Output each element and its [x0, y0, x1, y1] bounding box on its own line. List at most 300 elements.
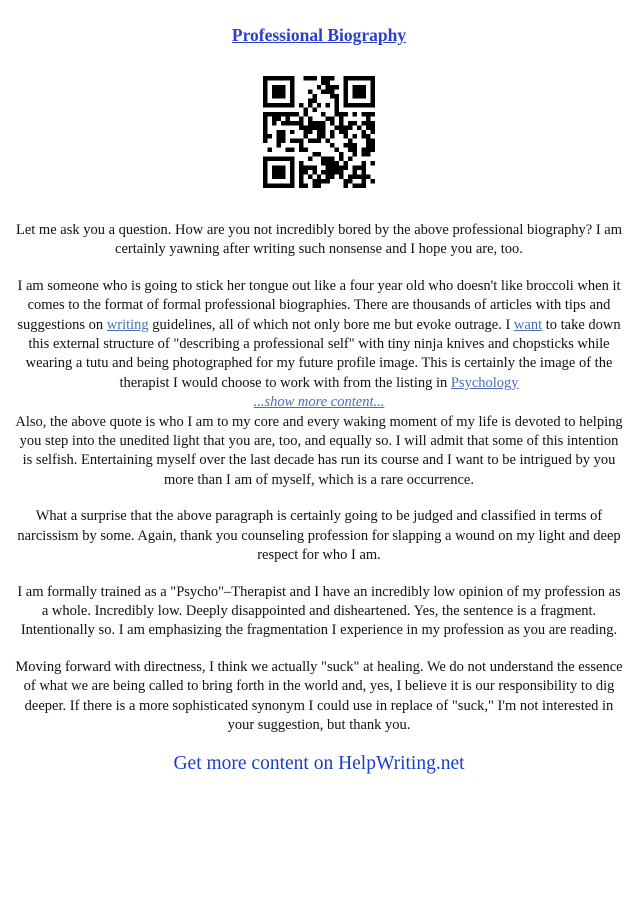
qr-module — [335, 170, 339, 174]
qr-module — [326, 179, 330, 183]
qr-module — [348, 125, 352, 129]
qr-module — [326, 103, 330, 107]
qr-module — [326, 89, 330, 93]
paragraph-2 — [14, 277, 624, 413]
qr-module — [344, 179, 348, 183]
qr-module — [290, 139, 294, 143]
qr-module — [290, 94, 294, 98]
qr-module — [317, 134, 321, 138]
qr-module — [348, 157, 352, 161]
qr-module — [303, 107, 307, 111]
qr-module — [344, 166, 348, 170]
qr-module — [353, 103, 357, 107]
qr-module — [321, 134, 325, 138]
qr-module — [330, 175, 334, 179]
qr-module — [353, 121, 357, 125]
qr-module — [290, 112, 294, 116]
qr-module — [290, 98, 294, 102]
qr-module — [330, 89, 334, 93]
qr-module — [353, 152, 357, 156]
qr-module — [290, 121, 294, 125]
qr-module — [339, 175, 343, 179]
qr-module — [312, 98, 316, 102]
qr-module — [335, 94, 339, 98]
qr-module — [281, 112, 285, 116]
qr-module — [272, 103, 276, 107]
qr-module — [371, 121, 375, 125]
qr-module — [326, 170, 330, 174]
qr-module — [339, 152, 343, 156]
qr-module — [353, 175, 357, 179]
qr-module — [308, 76, 312, 80]
qr-module — [321, 112, 325, 116]
qr-module — [353, 143, 357, 147]
qr-module — [303, 148, 307, 152]
qr-module — [362, 166, 366, 170]
paragraph-3: Also, the above quote is who I am to my core and every waking moment of my life is devoted to helping you step into the unedited light that you are, too, and equally so. I will admit that some of this intention is selfish. Entertaining myself over the last decade has run its course and I want to be intrigued by you more than I am of myself, which is a rare occurrence. — [15, 413, 623, 488]
qr-module — [335, 107, 339, 111]
qr-module — [281, 175, 285, 179]
qr-module — [371, 130, 375, 134]
qr-module — [263, 98, 267, 102]
qr-module — [263, 166, 267, 170]
qr-module — [339, 112, 343, 116]
qr-module — [344, 94, 348, 98]
qr-module — [272, 116, 276, 120]
qr-module — [326, 139, 330, 143]
qr-module — [263, 112, 267, 116]
qr-module — [281, 103, 285, 107]
qr-module — [263, 103, 267, 107]
qr-module — [362, 170, 366, 174]
qr-module — [312, 125, 316, 129]
qr-module — [312, 107, 316, 111]
qr-module — [371, 161, 375, 165]
qr-module — [312, 94, 316, 98]
qr-module — [362, 179, 366, 183]
qr-module — [339, 130, 343, 134]
qr-module — [308, 175, 312, 179]
qr-module — [366, 175, 370, 179]
footer-link[interactable]: Get more content on HelpWriting.net — [173, 753, 465, 775]
qr-module — [281, 76, 285, 80]
qr-module — [339, 125, 343, 129]
link-psychology[interactable]: Psychology — [450, 374, 519, 391]
qr-module — [272, 112, 276, 116]
qr-module — [317, 121, 321, 125]
qr-module — [272, 170, 276, 174]
qr-module — [317, 125, 321, 129]
qr-module — [362, 112, 366, 116]
qr-module — [317, 184, 321, 188]
qr-module — [344, 184, 348, 188]
qr-module — [308, 130, 312, 134]
qr-module — [366, 121, 370, 125]
qr-module — [290, 175, 294, 179]
qr-module — [294, 121, 298, 125]
qr-module — [303, 76, 307, 80]
qr-module — [308, 121, 312, 125]
qr-module — [353, 166, 357, 170]
qr-module — [321, 76, 325, 80]
qr-module — [281, 85, 285, 89]
qr-module — [276, 112, 280, 116]
qr-module — [267, 148, 271, 152]
qr-module — [362, 152, 366, 156]
qr-module — [344, 89, 348, 93]
qr-module — [312, 166, 316, 170]
qr-module — [276, 143, 280, 147]
qr-module — [371, 143, 375, 147]
qr-module — [299, 179, 303, 183]
qr-module — [326, 76, 330, 80]
qr-module — [308, 166, 312, 170]
qr-module — [290, 80, 294, 84]
qr-module — [317, 152, 321, 156]
qr-module — [276, 170, 280, 174]
qr-module — [263, 175, 267, 179]
qr-module — [308, 103, 312, 107]
qr-module — [371, 112, 375, 116]
qr-module — [276, 103, 280, 107]
qr-module — [335, 161, 339, 165]
qr-module — [366, 125, 370, 129]
qr-module — [344, 80, 348, 84]
qr-module — [330, 121, 334, 125]
qr-module — [303, 130, 307, 134]
qr-module — [285, 103, 289, 107]
qr-module — [299, 170, 303, 174]
qr-module — [276, 130, 280, 134]
qr-module — [371, 76, 375, 80]
qr-module — [353, 170, 357, 174]
paragraph-2-part-3: to take down this external structure of "describing a professional self" with tiny ninja knives and chopsticks while wearing a tutu and being photographed for my future profile image. This is certainly the image of the therapist I would choose to work with from the listing in — [25, 316, 621, 391]
paragraph-2-part-2: guidelines, all of which not only bore me but evoke outrage. I — [148, 316, 514, 333]
qr-module — [353, 85, 357, 89]
qr-module — [330, 161, 334, 165]
qr-module — [321, 89, 325, 93]
qr-module — [344, 103, 348, 107]
qr-module — [362, 121, 366, 125]
qr-module — [362, 76, 366, 80]
qr-module — [281, 94, 285, 98]
qr-module — [330, 170, 334, 174]
qr-module — [285, 184, 289, 188]
show-more-link[interactable]: ...show more content... — [253, 394, 385, 411]
qr-module — [276, 76, 280, 80]
qr-module — [348, 76, 352, 80]
qr-module — [348, 139, 352, 143]
qr-module — [267, 76, 271, 80]
qr-module — [344, 76, 348, 80]
link-writing[interactable]: writing — [106, 316, 149, 333]
qr-module — [371, 179, 375, 183]
qr-module — [330, 157, 334, 161]
qr-module — [272, 89, 276, 93]
qr-module — [281, 170, 285, 174]
qr-module — [294, 112, 298, 116]
qr-module — [303, 125, 307, 129]
qr-module — [308, 89, 312, 93]
link-want[interactable]: want — [513, 316, 543, 333]
qr-module — [299, 161, 303, 165]
qr-module — [263, 179, 267, 183]
qr-module — [263, 121, 267, 125]
qr-module — [303, 184, 307, 188]
qr-module — [330, 130, 334, 134]
qr-module — [362, 89, 366, 93]
qr-module — [299, 148, 303, 152]
qr-code-icon — [263, 76, 375, 188]
qr-module — [276, 157, 280, 161]
qr-module — [362, 184, 366, 188]
qr-module — [317, 85, 321, 89]
qr-code-graphic — [263, 76, 375, 188]
qr-module — [326, 175, 330, 179]
qr-module — [299, 139, 303, 143]
qr-module — [366, 112, 370, 116]
qr-module — [335, 166, 339, 170]
qr-module — [321, 170, 325, 174]
qr-module — [272, 76, 276, 80]
qr-module — [330, 85, 334, 89]
qr-module — [357, 89, 361, 93]
qr-module — [326, 161, 330, 165]
qr-module — [299, 166, 303, 170]
qr-module — [312, 179, 316, 183]
qr-module — [326, 116, 330, 120]
qr-module — [317, 103, 321, 107]
qr-module — [335, 85, 339, 89]
qr-module — [357, 103, 361, 107]
qr-module — [299, 121, 303, 125]
qr-module — [263, 116, 267, 120]
qr-module — [344, 143, 348, 147]
qr-module — [366, 152, 370, 156]
qr-module — [353, 94, 357, 98]
qr-module — [321, 161, 325, 165]
qr-module — [276, 134, 280, 138]
qr-module — [335, 103, 339, 107]
qr-module — [276, 166, 280, 170]
qr-module — [272, 175, 276, 179]
paragraph-1: Let me ask you a question. How are you not incredibly bored by the above professional biography? I am certainly yawning after writing such nonsense and I hope you are, too. — [15, 222, 622, 258]
qr-module — [303, 134, 307, 138]
qr-module — [330, 94, 334, 98]
qr-module — [267, 103, 271, 107]
qr-module — [344, 134, 348, 138]
qr-module — [299, 125, 303, 129]
qr-module — [276, 175, 280, 179]
qr-module — [272, 157, 276, 161]
qr-module — [371, 94, 375, 98]
qr-module — [371, 89, 375, 93]
qr-module — [348, 103, 352, 107]
qr-module — [312, 121, 316, 125]
qr-module — [276, 184, 280, 188]
qr-module — [312, 184, 316, 188]
qr-module — [281, 121, 285, 125]
qr-module — [321, 80, 325, 84]
qr-module — [272, 184, 276, 188]
qr-module — [321, 130, 325, 134]
qr-module — [308, 125, 312, 129]
qr-module — [353, 112, 357, 116]
qr-module — [317, 179, 321, 183]
qr-module — [362, 134, 366, 138]
qr-module — [281, 134, 285, 138]
qr-module — [299, 143, 303, 147]
qr-module — [267, 112, 271, 116]
qr-module — [263, 184, 267, 188]
qr-module — [290, 184, 294, 188]
qr-module — [317, 139, 321, 143]
qr-module — [290, 170, 294, 174]
qr-module — [312, 76, 316, 80]
qr-module — [285, 116, 289, 120]
qr-module — [357, 76, 361, 80]
title-link[interactable]: Professional Biography — [231, 25, 407, 45]
paragraph-5: I am formally trained as a "Psycho"–Therapist and I have an incredibly low opinion of my profession as a whole. Incredibly low. Deeply disappointed and disheartened. Yes, the sentence is a fragment. Intentionally so. I am emphasizing the fragmentation I experience in my profession as you are reading. — [17, 583, 621, 639]
qr-module — [276, 116, 280, 120]
qr-module — [308, 139, 312, 143]
qr-module — [312, 152, 316, 156]
paragraph-2-part-1: I am someone who is going to stick her tongue out like a four year old who doesn't like broccoli when it comes to the format of formal professional biographies. There are thousands of articles with tips and suggestions on — [17, 277, 621, 333]
qr-module — [330, 116, 334, 120]
qr-module — [344, 161, 348, 165]
qr-module — [326, 166, 330, 170]
qr-module — [263, 134, 267, 138]
qr-module — [362, 130, 366, 134]
qr-module — [348, 121, 352, 125]
qr-module — [366, 103, 370, 107]
qr-module — [362, 175, 366, 179]
qr-module — [330, 76, 334, 80]
qr-module — [357, 94, 361, 98]
qr-module — [357, 166, 361, 170]
qr-module — [267, 157, 271, 161]
qr-module — [339, 170, 343, 174]
qr-module — [276, 89, 280, 93]
qr-module — [276, 94, 280, 98]
qr-module — [263, 161, 267, 165]
qr-module — [353, 89, 357, 93]
qr-module — [263, 85, 267, 89]
qr-module — [285, 148, 289, 152]
qr-module — [281, 139, 285, 143]
qr-module — [308, 116, 312, 120]
qr-module — [263, 157, 267, 161]
qr-module — [366, 116, 370, 120]
qr-module — [290, 161, 294, 165]
qr-module — [339, 121, 343, 125]
qr-module — [263, 125, 267, 129]
qr-module — [290, 89, 294, 93]
paragraph-6: Moving forward with directness, I think we actually "suck" at healing. We do not understand the essence of what we are being called to bring forth in the world and, yes, I believe it is our responsibility to dig deeper. If there is a more sophisticated synonym I could use in replace of "suck," I'm not interested in your suggestion, but thank you. — [15, 658, 623, 733]
qr-module — [321, 157, 325, 161]
qr-module — [344, 85, 348, 89]
qr-module — [353, 148, 357, 152]
footer — [14, 752, 624, 776]
qr-module — [348, 175, 352, 179]
qr-module — [263, 94, 267, 98]
qr-module — [371, 125, 375, 129]
qr-module — [371, 80, 375, 84]
qr-module — [330, 143, 334, 147]
qr-module — [281, 157, 285, 161]
qr-module — [317, 175, 321, 179]
qr-module — [308, 157, 312, 161]
qr-module — [335, 148, 339, 152]
qr-module — [308, 98, 312, 102]
qr-module — [357, 175, 361, 179]
qr-module — [371, 148, 375, 152]
qr-module — [290, 166, 294, 170]
qr-module — [321, 125, 325, 129]
qr-module — [362, 161, 366, 165]
qr-module — [353, 134, 357, 138]
qr-module — [281, 130, 285, 134]
qr-module — [344, 130, 348, 134]
qr-module — [371, 139, 375, 143]
qr-module — [371, 85, 375, 89]
qr-module — [299, 116, 303, 120]
qr-module — [263, 130, 267, 134]
qr-module — [272, 166, 276, 170]
qr-module — [366, 148, 370, 152]
qr-module — [263, 76, 267, 80]
qr-module — [276, 139, 280, 143]
qr-module — [285, 76, 289, 80]
qr-module — [290, 148, 294, 152]
qr-module — [290, 85, 294, 89]
qr-module — [263, 89, 267, 93]
qr-module — [357, 184, 361, 188]
qr-module — [263, 80, 267, 84]
qr-module — [285, 157, 289, 161]
qr-module — [330, 166, 334, 170]
qr-module — [348, 143, 352, 147]
qr-module — [299, 103, 303, 107]
qr-module — [321, 179, 325, 183]
qr-module — [339, 116, 343, 120]
qr-module — [263, 139, 267, 143]
qr-module — [285, 112, 289, 116]
qr-module — [362, 85, 366, 89]
qr-module — [362, 103, 366, 107]
qr-module — [267, 134, 271, 138]
qr-module — [326, 80, 330, 84]
qr-module — [299, 175, 303, 179]
qr-module — [335, 125, 339, 129]
qr-module — [281, 184, 285, 188]
qr-module — [362, 94, 366, 98]
qr-module — [366, 139, 370, 143]
qr-module — [348, 179, 352, 183]
qr-module — [272, 94, 276, 98]
qr-module — [276, 85, 280, 89]
qr-module — [303, 166, 307, 170]
qr-module — [294, 139, 298, 143]
qr-module — [290, 130, 294, 134]
qr-module — [344, 112, 348, 116]
qr-module — [317, 130, 321, 134]
qr-module — [272, 121, 276, 125]
qr-module — [281, 166, 285, 170]
qr-module — [366, 76, 370, 80]
qr-module — [344, 125, 348, 129]
document-title — [14, 24, 624, 46]
